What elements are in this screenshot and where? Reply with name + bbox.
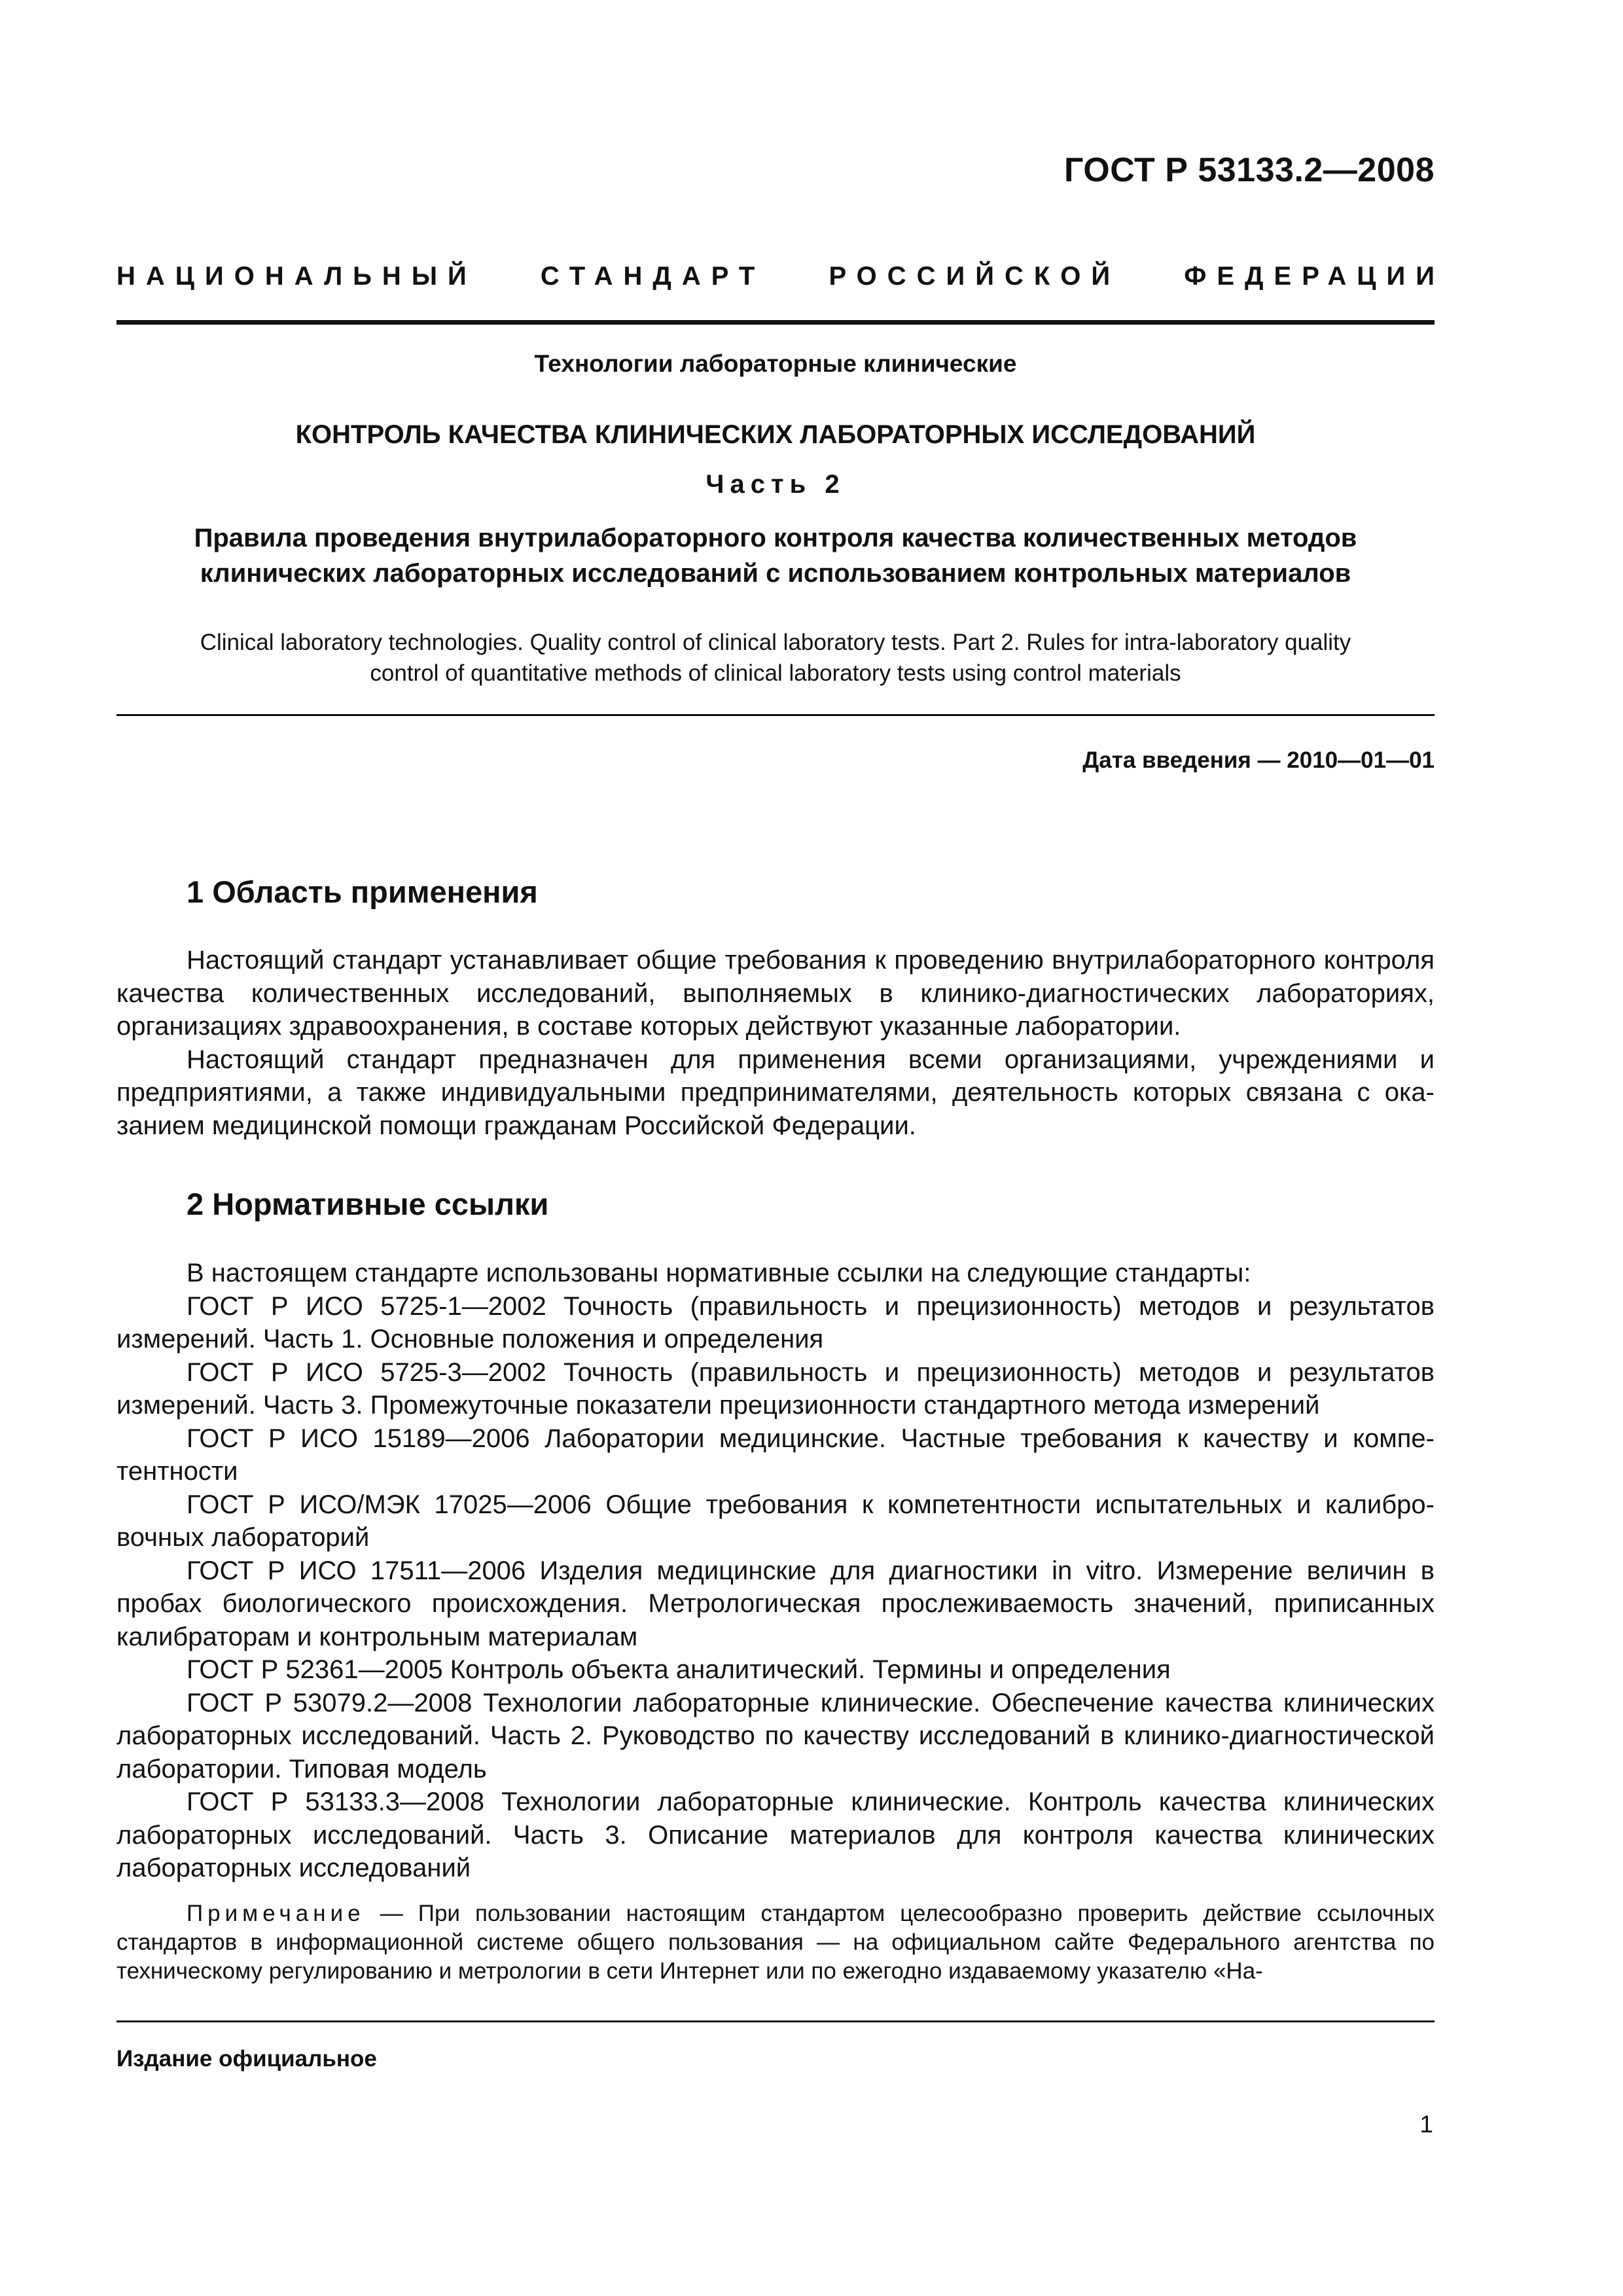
reference-item: ГОСТ Р 53133.3—2008 Технологии лабораторные клинические. Контроль качества клинических лабораторных исследований. Часть 3. Описание материалов для контроля качества клинических лабораторных исследований [116, 1787, 1435, 1882]
page-number: 1 [1419, 2111, 1433, 2138]
document-code: ГОСТ Р 53133.2—2008 [1064, 151, 1435, 189]
banner-word: НАЦИОНАЛЬНЫЙ [116, 262, 477, 291]
paragraph: Настоящий стандарт предназначен для применения всеми организациями, учреждениями и предприятиями, а также индивидуальными предпринимателями, деятельность которых связана с оказанием медицинской помощи гражданам Российской Федерации. [116, 1045, 1435, 1140]
reference-item: ГОСТ Р ИСО 17511—2006 Изделия медицинские для диагностики in vitro. Измерение величин в пробах биологического происхождения. Метрологическая прослеживаемость значений, приписанных калибраторам и контрольным материалам [116, 1556, 1435, 1651]
banner-word: ФЕДЕРАЦИИ [1184, 262, 1445, 291]
footer-divider [116, 2020, 1435, 2022]
reference-item: ГОСТ Р 53079.2—2008 Технологии лабораторные клинические. Обеспечение качества клинических лабораторных исследований. Часть 2. Руководство по качеству исследований в клинико-диагностической лаборатории. Типовая модель [116, 1688, 1435, 1784]
title-divider [116, 714, 1435, 716]
banner-word: СТАНДАРТ [540, 262, 766, 291]
standard-main-title: КОНТРОЛЬ КАЧЕСТВА КЛИНИЧЕСКИХ ЛАБОРАТОРНЫХ ИССЛЕДОВАНИЙ [295, 420, 1256, 449]
english-title [116, 627, 1435, 689]
paragraph: Настоящий стандарт устанавливает общие требования к проведению внутрилабораторного контроля качества количественных исследований, выполняемых в клинико-диагностических лабораториях, организациях здравоохранения, в составе которых действуют указанные лаборатории. [116, 946, 1435, 1041]
part-title [116, 520, 1435, 591]
official-edition-label: Издание официальное [116, 2046, 377, 2072]
standard-subtitle: Технологии лабораторные клинические [534, 350, 1017, 377]
note-label: Примечание [187, 1901, 365, 1926]
note-text: — При пользовании настоящим стандартом целесообразно проверить действие ссылочных стандартов в информационной системе общего пользования — на официальном сайте Федерального агентства по техническому регулированию и метрологии в сети Интернет или по ежегодно издаваемому указателю «На- [116, 1901, 1435, 1984]
part-title-line: Правила проведения внутрилабораторного контроля качества количественных методов [194, 524, 1357, 552]
reference-item: ГОСТ Р ИСО/МЭК 17025—2006 Общие требования к компетентности испытательных и калибровочных лабораторий [116, 1490, 1435, 1552]
reference-item: ГОСТ Р ИСО 15189—2006 Лаборатории медицинские. Частные требования к качеству и компетентности [116, 1424, 1435, 1486]
part-title-line: клинических лабораторных исследований с использованием контрольных материалов [200, 559, 1351, 588]
section-heading: 1 Область применения [187, 874, 538, 909]
banner-word: РОССИЙСКОЙ [829, 262, 1121, 291]
reference-item: ГОСТ Р ИСО 5725-1—2002 Точность (правильность и прецизионность) методов и результатов измерений. Часть 1. Основные положения и определения [116, 1291, 1435, 1354]
english-title-line: control of quantitative methods of clinical laboratory tests using control materials [370, 660, 1181, 686]
national-standard-banner [116, 262, 1445, 291]
reference-item: ГОСТ Р 52361—2005 Контроль объекта аналитический. Термины и определения [187, 1655, 1171, 1684]
header-divider [116, 320, 1435, 325]
section-body [116, 944, 1435, 1142]
section-heading: 2 Нормативные ссылки [187, 1187, 549, 1221]
paragraph: В настоящем стандарте использованы нормативные ссылки на следующие стандарты: [187, 1259, 1251, 1287]
reference-item: ГОСТ Р ИСО 5725-3—2002 Точность (правильность и прецизионность) методов и результатов измерений. Часть 3. Промежуточные показатели прецизионности стандартного метода измерений [116, 1357, 1435, 1420]
part-label: Часть 2 [705, 470, 846, 499]
section-body [116, 1257, 1435, 1885]
introduction-date: Дата введения — 2010—01—01 [1082, 747, 1435, 773]
english-title-line: Clinical laboratory technologies. Quality control of clinical laboratory tests. Part 2. Rules for intra-laboratory quality [200, 630, 1351, 655]
note [116, 1899, 1435, 1986]
